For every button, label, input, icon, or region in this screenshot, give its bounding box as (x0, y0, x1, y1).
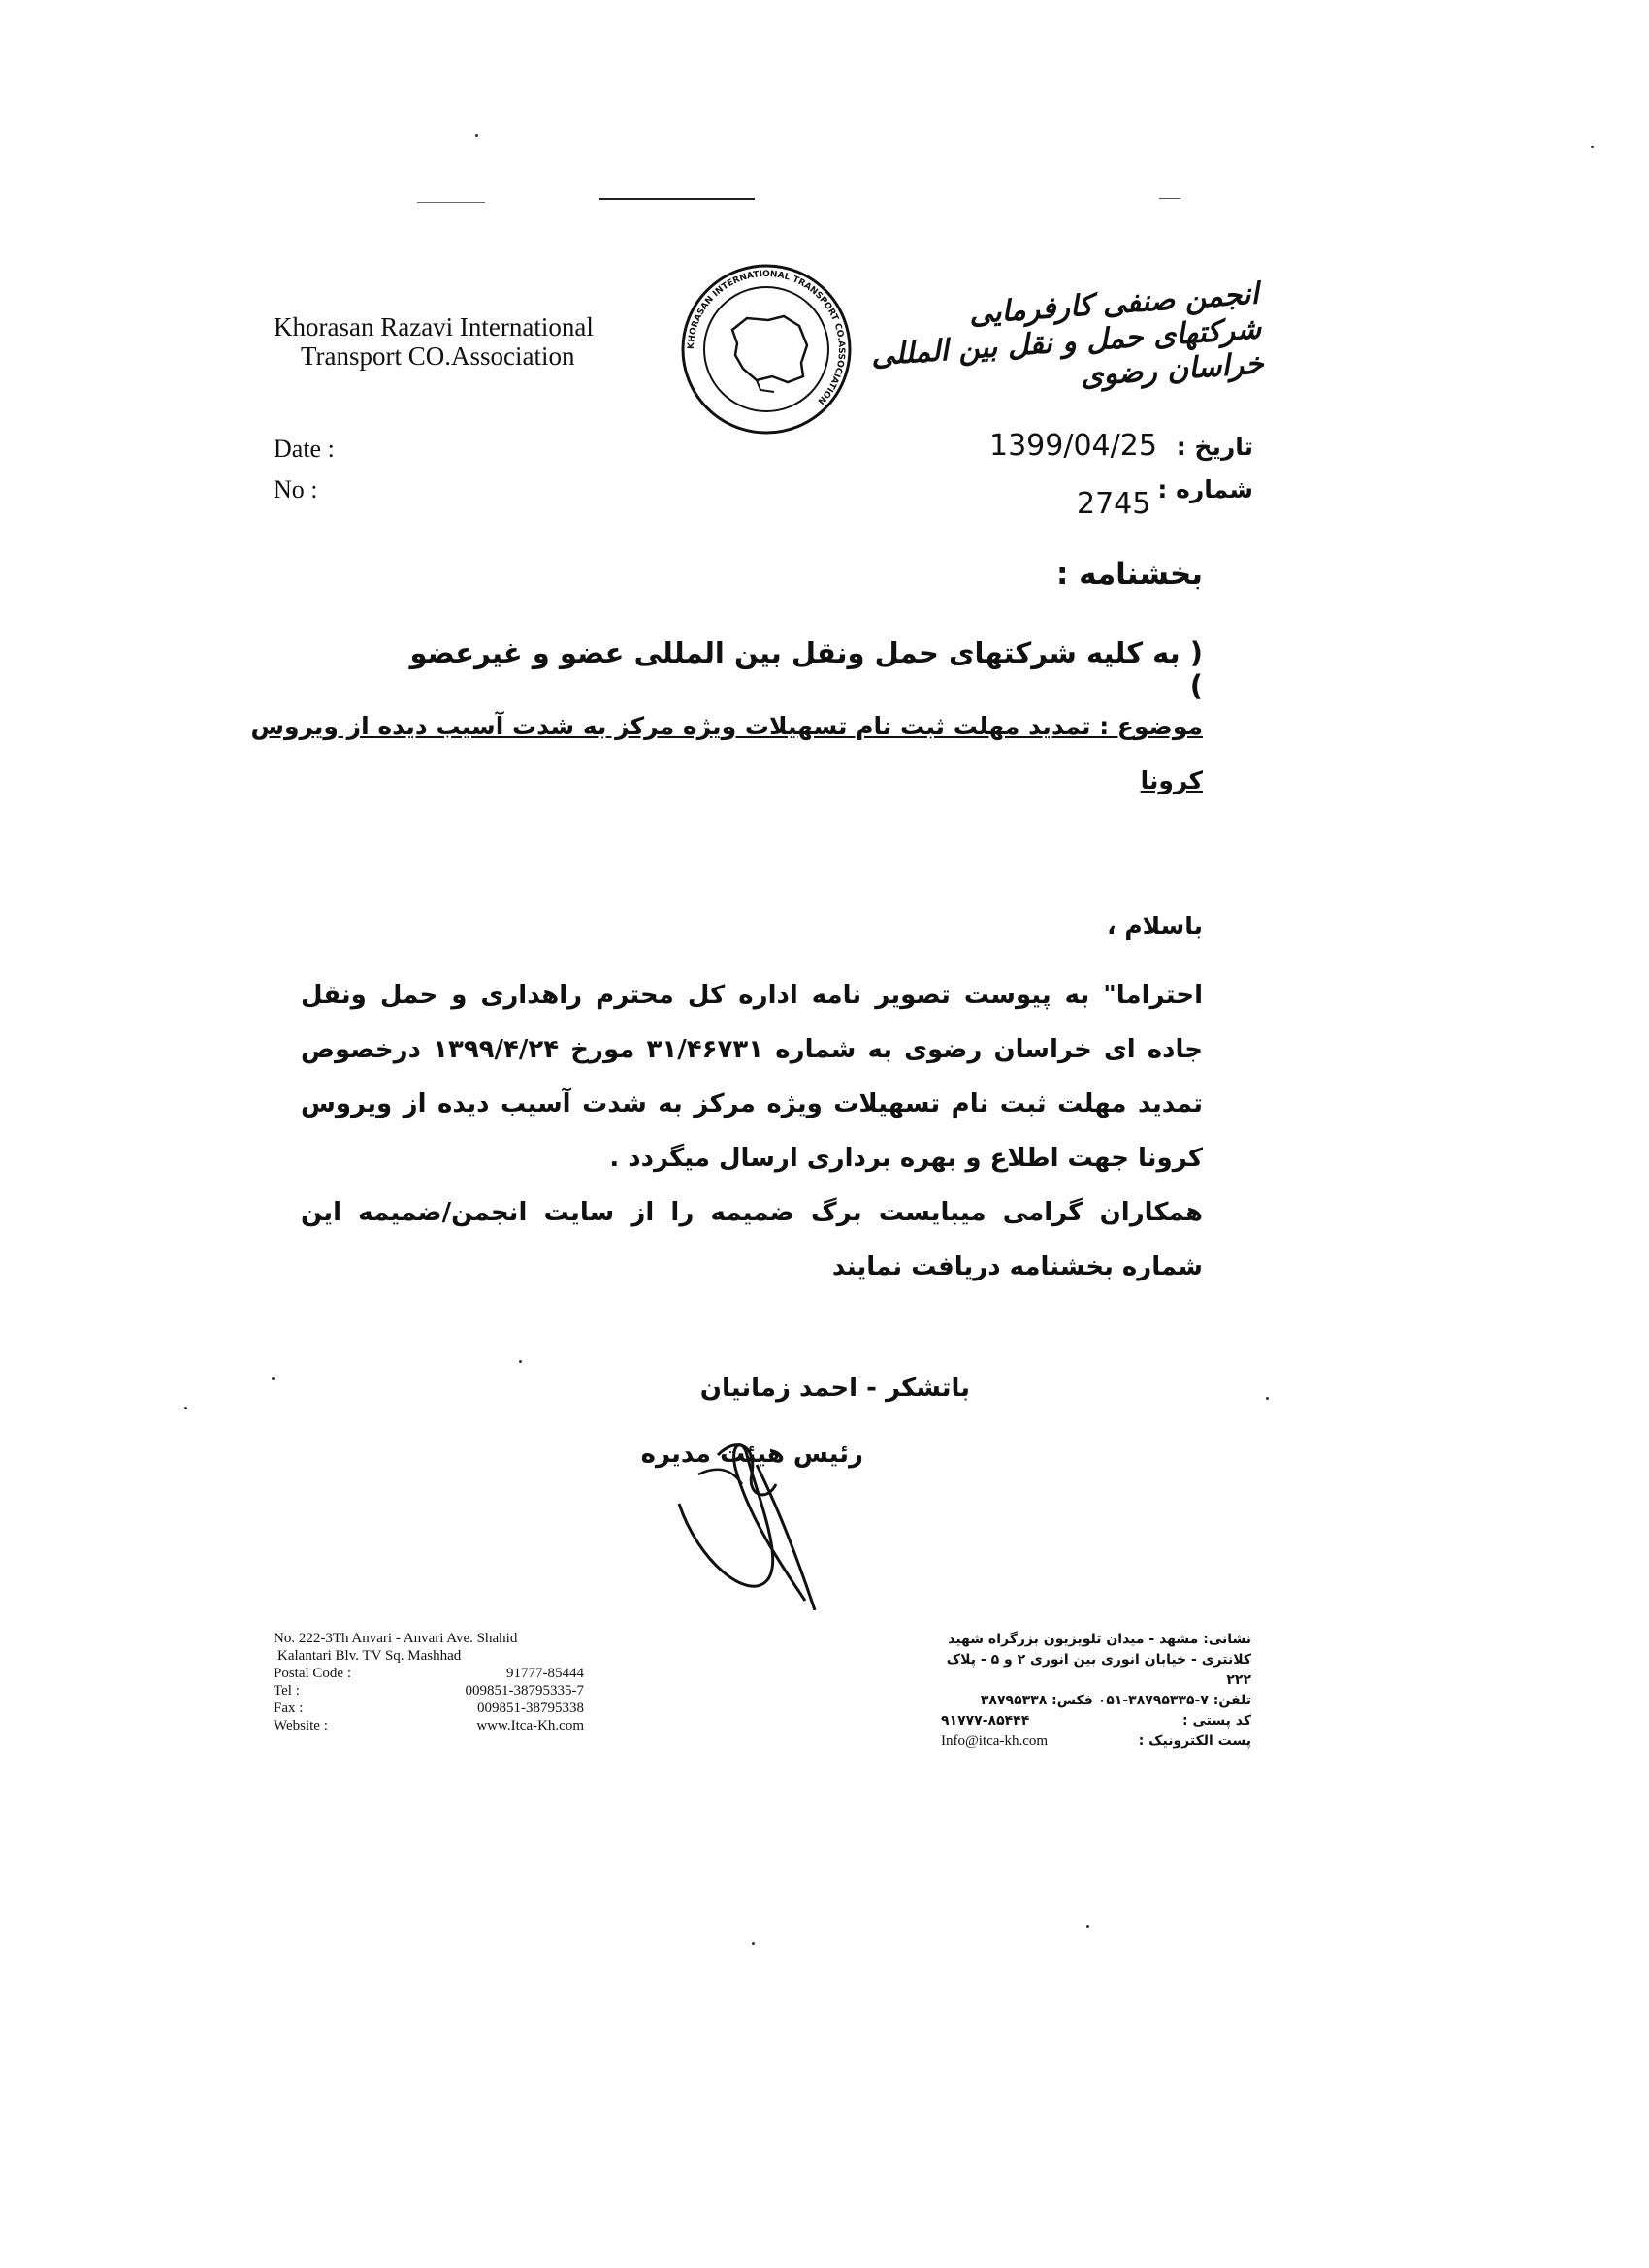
body-paragraph-1: احتراما" به پیوست تصویر نامه اداره کل محترم راهداری و حمل ونقل جاده ای خراسان رضوی به شماره ۳۱/۴۶۷۳۱ مورخ ۱۳۹۹/۴/۲۴ درخصوص تمدید مهلت ثبت نام تسهیلات ویژه مرکز به شدت آسیب دیده از ویروس کرونا جهت اطلاع و بهره برداری ارسال میگردد . (301, 981, 1204, 1173)
footer-fa (941, 1630, 1251, 1752)
footer-website-value: www.Itca-Kh.com (476, 1718, 584, 1733)
footer-address-en-line2: Kalantari Blv. TV Sq. Mashhad (277, 1648, 462, 1664)
footer-phone-fa: تلفن: ۷-۳۸۷۹۵۳۳۵-۰۵۱ فکس: ۳۸۷۹۵۳۳۸ (980, 1693, 1251, 1708)
footer-website-label: Website : (274, 1718, 328, 1733)
scan-mark (417, 202, 485, 203)
footer-email-value: Info@itca-kh.com (941, 1733, 1049, 1749)
org-name-fa: انجمن صنفی کارفرمایی شرکتهای حمل و نقل بین المللی خراسان رضوی (869, 276, 1265, 394)
footer-postal-value: 91777-85444 (506, 1666, 584, 1681)
number-value: 2745 (1077, 487, 1151, 521)
footer-postal-row (274, 1665, 584, 1682)
footer-address-fa-line2: کلانتری - خیابان انوری بین انوری ۲ و ۵ - پلاک ۲۲۲ (946, 1652, 1251, 1688)
date-label-fa: تاریخ : (1176, 433, 1253, 461)
footer-tel-label: Tel : (274, 1683, 300, 1699)
signature-closing: باتشکر - احمد زمانیان (699, 1374, 970, 1403)
footer-postal-fa-value: ۹۱۷۷۷-۸۵۴۴۴ (941, 1713, 1030, 1729)
footer-tel-value: 009851-38795335-7 (465, 1683, 584, 1699)
footer-website-row (274, 1717, 584, 1734)
no-label-fa: شماره : (1157, 475, 1253, 503)
footer-fax-row (274, 1700, 584, 1717)
no-label-en: No : (274, 475, 318, 503)
footer-postal-label: Postal Code : (274, 1666, 352, 1681)
footer-email-fa-row (941, 1732, 1251, 1752)
scan-dot (519, 1360, 522, 1363)
seal-text: KHORASAN INTERNATIONAL TRANSPORT CO.ASSOCIATION (686, 269, 847, 406)
scan-mark (1159, 198, 1180, 199)
footer-postal-fa-row (941, 1711, 1251, 1732)
scan-dot (475, 134, 478, 137)
org-name-en-line1: Khorasan Razavi International (274, 312, 594, 341)
footer-en (274, 1630, 584, 1734)
scan-mark (599, 198, 755, 200)
recipients-line: ( به کلیه شرکتهای حمل ونقل بین المللی عضو و غیرعضو ) (409, 636, 1203, 702)
svg-text:KHORASAN INTERNATIONAL TRANSPO (687, 270, 846, 405)
footer-postal-fa-label: کد پستی : (1182, 1713, 1251, 1729)
circular-heading: بخشنامه : (1055, 557, 1203, 592)
footer-email-fa-label: پست الکترونیک : (1138, 1733, 1251, 1749)
footer-address-fa-line1: نشانی: مشهد - میدان تلویزیون بزرگراه شهید (948, 1632, 1251, 1647)
subject-line-continued: کرونا (1140, 766, 1203, 794)
body-paragraph-2: همکاران گرامی میبایست برگ ضمیمه را از سایت انجمن/ضمیمه این شماره بخشنامه دریافت نمایند (301, 1198, 1203, 1281)
handwritten-signature (660, 1416, 854, 1610)
scan-dot (1086, 1925, 1089, 1928)
greeting: باسلام ، (1107, 912, 1203, 940)
signatory-title: رئیس هیئت مدیره (640, 1440, 863, 1469)
org-name-en (274, 312, 594, 371)
footer-address-en-line1: No. 222-3Th Anvari - Anvari Ave. Shahid (274, 1631, 518, 1646)
scan-dot (752, 1942, 755, 1945)
scan-dot (184, 1407, 187, 1409)
footer-fax-value: 009851-38795338 (477, 1701, 584, 1716)
org-name-en-line2: Transport CO.Association (301, 341, 575, 371)
footer-tel-row (274, 1682, 584, 1700)
date-value: 1399/04/25 (989, 429, 1157, 463)
footer-fax-label: Fax : (274, 1701, 304, 1716)
association-seal-logo (679, 262, 854, 437)
scan-dot (1266, 1397, 1269, 1400)
scan-dot (1591, 146, 1594, 148)
subject-line: موضوع : تمدید مهلت ثبت نام تسهیلات ویژه مرکز به شدت آسیب دیده از ویروس (250, 712, 1203, 740)
scan-dot (272, 1377, 275, 1380)
date-label-en: Date : (274, 435, 335, 463)
